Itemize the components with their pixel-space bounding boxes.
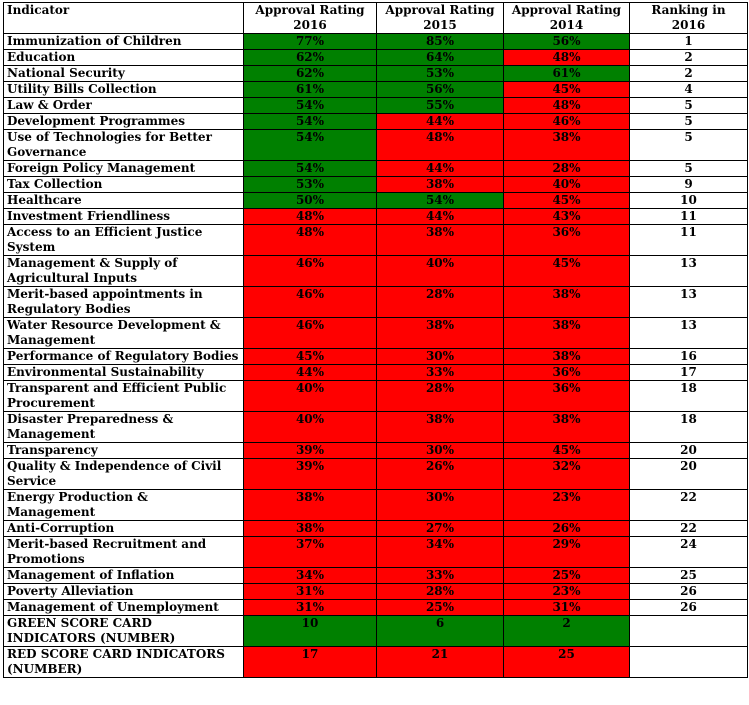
approval-2015-cell: 27% xyxy=(377,521,504,537)
indicator-name: Development Programmes xyxy=(4,114,244,130)
approval-2016-cell: 61% xyxy=(244,82,377,98)
header-approval-2014: Approval Rating 2014 xyxy=(504,3,630,34)
indicator-name: Poverty Alleviation xyxy=(4,584,244,600)
approval-2014-cell: 32% xyxy=(504,459,630,490)
table-row xyxy=(4,584,748,600)
approval-2014-cell: 25% xyxy=(504,568,630,584)
ranking-2016-cell: 26 xyxy=(630,584,748,600)
indicator-name: Transparency xyxy=(4,443,244,459)
indicator-name: Merit-based appointments in Regulatory Bodies xyxy=(4,287,244,318)
approval-2016-cell: 37% xyxy=(244,537,377,568)
approval-2016-cell: 46% xyxy=(244,318,377,349)
summary-row xyxy=(4,616,748,647)
approval-2016-cell: 31% xyxy=(244,600,377,616)
approval-2016-cell: 62% xyxy=(244,66,377,82)
table-row xyxy=(4,114,748,130)
approval-2015-cell: 30% xyxy=(377,443,504,459)
approval-2015-cell: 54% xyxy=(377,193,504,209)
approval-2015-cell: 28% xyxy=(377,287,504,318)
approval-2015-cell: 44% xyxy=(377,209,504,225)
ranking-2016-cell: 24 xyxy=(630,537,748,568)
table-row xyxy=(4,318,748,349)
ranking-2016-cell: 4 xyxy=(630,82,748,98)
approval-2014-cell: 45% xyxy=(504,256,630,287)
approval-2014-cell: 36% xyxy=(504,365,630,381)
header-approval-2016: Approval Rating 2016 xyxy=(244,3,377,34)
indicator-name: Immunization of Children xyxy=(4,34,244,50)
approval-2015-cell: 38% xyxy=(377,412,504,443)
table-row xyxy=(4,490,748,521)
approval-2015-cell: 28% xyxy=(377,381,504,412)
indicator-name: Water Resource Development & Management xyxy=(4,318,244,349)
approval-2014-cell: 38% xyxy=(504,287,630,318)
ranking-2016-cell: 18 xyxy=(630,381,748,412)
indicator-name: Performance of Regulatory Bodies xyxy=(4,349,244,365)
approval-2014-cell: 36% xyxy=(504,225,630,256)
ranking-2016-cell: 13 xyxy=(630,287,748,318)
approval-2014-cell: 45% xyxy=(504,82,630,98)
ranking-2016-cell: 10 xyxy=(630,193,748,209)
table-row xyxy=(4,568,748,584)
summary-ranking-cell xyxy=(630,647,748,678)
indicator-name: Anti-Corruption xyxy=(4,521,244,537)
approval-2016-cell: 31% xyxy=(244,584,377,600)
approval-2014-cell: 29% xyxy=(504,537,630,568)
approval-2016-cell: 40% xyxy=(244,412,377,443)
approval-2016-cell: 54% xyxy=(244,114,377,130)
approval-2016-cell: 54% xyxy=(244,98,377,114)
approval-2014-cell: 48% xyxy=(504,50,630,66)
approval-2015-cell: 26% xyxy=(377,459,504,490)
approval-2016-cell: 53% xyxy=(244,177,377,193)
indicator-name: Management of Inflation xyxy=(4,568,244,584)
summary-2016-cell: 17 xyxy=(244,647,377,678)
summary-2014-cell: 2 xyxy=(504,616,630,647)
approval-2014-cell: 45% xyxy=(504,193,630,209)
approval-2014-cell: 38% xyxy=(504,130,630,161)
indicator-name: Merit-based Recruitment and Promotions xyxy=(4,537,244,568)
summary-ranking-cell xyxy=(630,616,748,647)
approval-2016-cell: 38% xyxy=(244,521,377,537)
approval-2016-cell: 50% xyxy=(244,193,377,209)
approval-2014-cell: 23% xyxy=(504,490,630,521)
ranking-2016-cell: 13 xyxy=(630,256,748,287)
approval-2016-cell: 45% xyxy=(244,349,377,365)
approval-2015-cell: 64% xyxy=(377,50,504,66)
approval-2014-cell: 45% xyxy=(504,443,630,459)
table-row xyxy=(4,412,748,443)
table-row xyxy=(4,193,748,209)
approval-2016-cell: 62% xyxy=(244,50,377,66)
approval-2014-cell: 56% xyxy=(504,34,630,50)
summary-2015-cell: 6 xyxy=(377,616,504,647)
ranking-2016-cell: 20 xyxy=(630,443,748,459)
indicator-name: Environmental Sustainability xyxy=(4,365,244,381)
indicator-name: Management of Unemployment xyxy=(4,600,244,616)
table-row xyxy=(4,34,748,50)
approval-2015-cell: 33% xyxy=(377,365,504,381)
ranking-2016-cell: 5 xyxy=(630,98,748,114)
approval-2015-cell: 34% xyxy=(377,537,504,568)
summary-row xyxy=(4,647,748,678)
ranking-2016-cell: 17 xyxy=(630,365,748,381)
indicator-name: Quality & Independence of Civil Service xyxy=(4,459,244,490)
table-row xyxy=(4,98,748,114)
ranking-2016-cell: 5 xyxy=(630,114,748,130)
indicator-name: Tax Collection xyxy=(4,177,244,193)
header-approval-2015: Approval Rating 2015 xyxy=(377,3,504,34)
approval-2014-cell: 61% xyxy=(504,66,630,82)
approval-2016-cell: 54% xyxy=(244,130,377,161)
indicator-name: Foreign Policy Management xyxy=(4,161,244,177)
indicator-name: Access to an Efficient Justice System xyxy=(4,225,244,256)
approval-2014-cell: 48% xyxy=(504,98,630,114)
approval-2016-cell: 39% xyxy=(244,443,377,459)
approval-2014-cell: 31% xyxy=(504,600,630,616)
table-row xyxy=(4,209,748,225)
approval-2014-cell: 38% xyxy=(504,318,630,349)
approval-2014-cell: 36% xyxy=(504,381,630,412)
indicator-name: Education xyxy=(4,50,244,66)
table-row xyxy=(4,130,748,161)
summary-2014-cell: 25 xyxy=(504,647,630,678)
approval-2016-cell: 77% xyxy=(244,34,377,50)
ranking-2016-cell: 2 xyxy=(630,50,748,66)
approval-2015-cell: 30% xyxy=(377,349,504,365)
approval-2015-cell: 48% xyxy=(377,130,504,161)
header-row xyxy=(4,3,748,34)
approval-2015-cell: 25% xyxy=(377,600,504,616)
summary-2016-cell: 10 xyxy=(244,616,377,647)
table-row xyxy=(4,459,748,490)
table-row xyxy=(4,600,748,616)
indicator-name: Transparent and Efficient Public Procurement xyxy=(4,381,244,412)
approval-2016-cell: 38% xyxy=(244,490,377,521)
table-row xyxy=(4,256,748,287)
approval-2015-cell: 33% xyxy=(377,568,504,584)
table-body xyxy=(4,34,748,678)
table-row xyxy=(4,521,748,537)
ranking-2016-cell: 22 xyxy=(630,521,748,537)
header-indicator: Indicator xyxy=(4,3,244,34)
indicator-name: Law & Order xyxy=(4,98,244,114)
approval-2016-cell: 48% xyxy=(244,225,377,256)
table-row xyxy=(4,537,748,568)
approval-ratings-table xyxy=(3,2,748,678)
ranking-2016-cell: 13 xyxy=(630,318,748,349)
approval-2015-cell: 44% xyxy=(377,114,504,130)
table-row xyxy=(4,177,748,193)
approval-2015-cell: 28% xyxy=(377,584,504,600)
approval-2016-cell: 54% xyxy=(244,161,377,177)
indicator-name: National Security xyxy=(4,66,244,82)
summary-label: RED SCORE CARD INDICATORS (NUMBER) xyxy=(4,647,244,678)
approval-2016-cell: 44% xyxy=(244,365,377,381)
ranking-2016-cell: 1 xyxy=(630,34,748,50)
ranking-2016-cell: 5 xyxy=(630,130,748,161)
ranking-2016-cell: 18 xyxy=(630,412,748,443)
indicator-name: Management & Supply of Agricultural Inputs xyxy=(4,256,244,287)
approval-2015-cell: 44% xyxy=(377,161,504,177)
ranking-2016-cell: 11 xyxy=(630,225,748,256)
ranking-2016-cell: 20 xyxy=(630,459,748,490)
indicator-name: Energy Production & Management xyxy=(4,490,244,521)
approval-2016-cell: 40% xyxy=(244,381,377,412)
approval-2014-cell: 38% xyxy=(504,349,630,365)
table-row xyxy=(4,365,748,381)
table-row xyxy=(4,161,748,177)
ranking-2016-cell: 16 xyxy=(630,349,748,365)
approval-2014-cell: 43% xyxy=(504,209,630,225)
table-row xyxy=(4,443,748,459)
indicator-name: Disaster Preparedness & Management xyxy=(4,412,244,443)
ranking-2016-cell: 11 xyxy=(630,209,748,225)
approval-2015-cell: 56% xyxy=(377,82,504,98)
indicator-name: Use of Technologies for Better Governance xyxy=(4,130,244,161)
approval-2015-cell: 85% xyxy=(377,34,504,50)
table-row xyxy=(4,50,748,66)
table-row xyxy=(4,349,748,365)
indicator-name: Utility Bills Collection xyxy=(4,82,244,98)
table-row xyxy=(4,287,748,318)
approval-2014-cell: 23% xyxy=(504,584,630,600)
ranking-2016-cell: 22 xyxy=(630,490,748,521)
approval-2014-cell: 38% xyxy=(504,412,630,443)
table-row xyxy=(4,225,748,256)
approval-2016-cell: 39% xyxy=(244,459,377,490)
indicator-name: Investment Friendliness xyxy=(4,209,244,225)
ranking-2016-cell: 26 xyxy=(630,600,748,616)
table-row xyxy=(4,66,748,82)
ranking-2016-cell: 9 xyxy=(630,177,748,193)
approval-2015-cell: 38% xyxy=(377,318,504,349)
approval-2015-cell: 53% xyxy=(377,66,504,82)
approval-2014-cell: 26% xyxy=(504,521,630,537)
summary-label: GREEN SCORE CARD INDICATORS (NUMBER) xyxy=(4,616,244,647)
approval-2016-cell: 46% xyxy=(244,287,377,318)
summary-2015-cell: 21 xyxy=(377,647,504,678)
approval-2015-cell: 55% xyxy=(377,98,504,114)
approval-2016-cell: 48% xyxy=(244,209,377,225)
approval-2015-cell: 38% xyxy=(377,177,504,193)
header-ranking-2016: Ranking in 2016 xyxy=(630,3,748,34)
approval-2015-cell: 40% xyxy=(377,256,504,287)
table-row xyxy=(4,381,748,412)
approval-2015-cell: 38% xyxy=(377,225,504,256)
ranking-2016-cell: 2 xyxy=(630,66,748,82)
ranking-2016-cell: 25 xyxy=(630,568,748,584)
indicator-name: Healthcare xyxy=(4,193,244,209)
ranking-2016-cell: 5 xyxy=(630,161,748,177)
approval-2016-cell: 46% xyxy=(244,256,377,287)
approval-2014-cell: 46% xyxy=(504,114,630,130)
table-row xyxy=(4,82,748,98)
approval-2015-cell: 30% xyxy=(377,490,504,521)
approval-2016-cell: 34% xyxy=(244,568,377,584)
approval-2014-cell: 40% xyxy=(504,177,630,193)
approval-2014-cell: 28% xyxy=(504,161,630,177)
